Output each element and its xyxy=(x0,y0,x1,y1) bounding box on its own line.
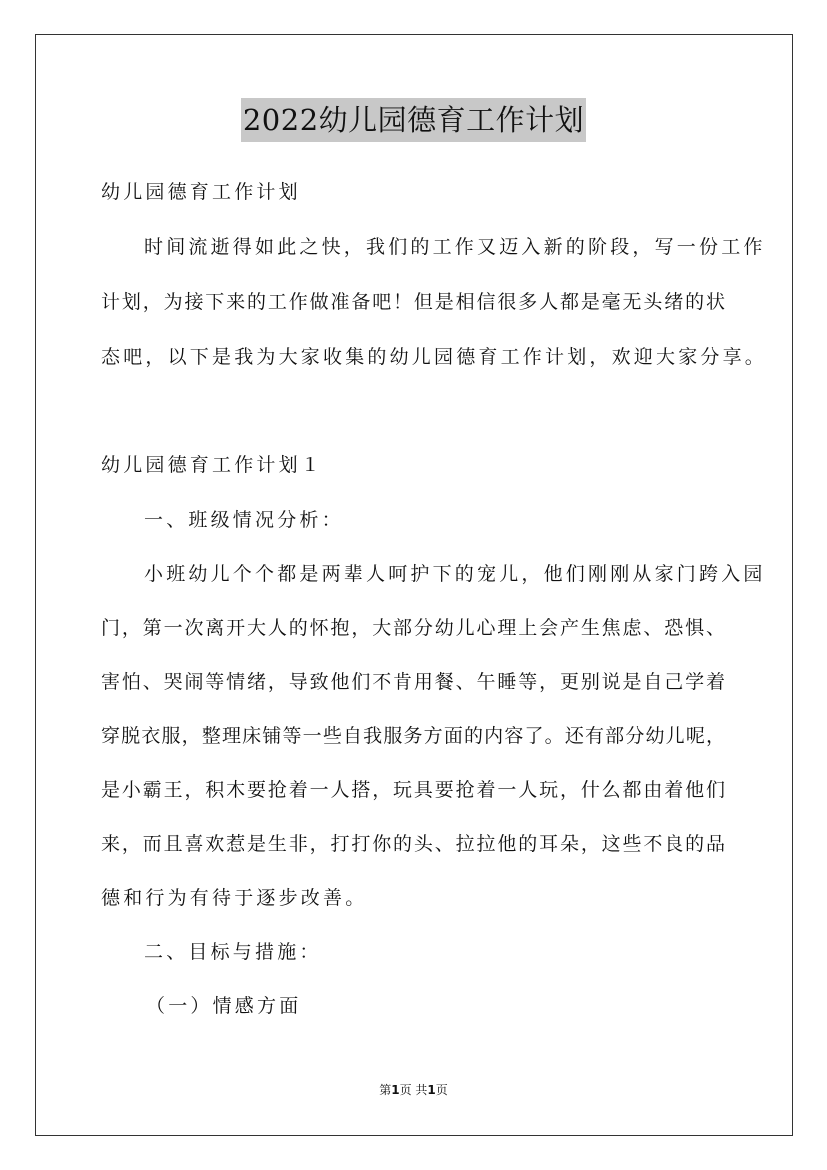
analysis-line-4: 穿脱衣服，整理床铺等一些自我服务方面的内容了。还有部分幼儿呢， xyxy=(101,725,725,747)
analysis-line-6: 来，而且喜欢惹是生非，打打你的头、拉拉他的耳朵，这些不良的品 xyxy=(101,833,725,855)
part-heading-2: 二、目标与措施： xyxy=(144,941,322,963)
footer-page-current: 1 xyxy=(391,1083,400,1097)
subsection-heading: （一）情感方面 xyxy=(146,995,302,1017)
analysis-line-2: 门，第一次离开大人的怀抱，大部分幼儿心理上会产生焦虑、恐惧、 xyxy=(101,617,725,639)
intro-line-1: 时间流逝得如此之快，我们的工作又迈入新的阶段，写一份工作 xyxy=(144,236,766,258)
part-heading-1: 一、班级情况分析： xyxy=(144,509,344,531)
title-container xyxy=(0,98,827,142)
page-footer xyxy=(0,1082,827,1098)
analysis-line-3: 害怕、哭闹等情绪，导致他们不肯用餐、午睡等，更别说是自己学着 xyxy=(101,671,725,693)
analysis-line-7: 德和行为有待于逐步改善。 xyxy=(101,887,368,909)
footer-prefix: 第 xyxy=(379,1083,392,1097)
footer-mid: 页 共 xyxy=(399,1083,428,1097)
footer-page-total: 1 xyxy=(427,1083,436,1097)
footer-suffix: 页 xyxy=(435,1083,448,1097)
intro-line-3: 态吧，以下是我为大家收集的幼儿园德育工作计划，欢迎大家分享。 xyxy=(101,346,768,368)
intro-line-2: 计划，为接下来的工作做准备吧！但是相信很多人都是毫无头绪的状 xyxy=(101,291,725,313)
analysis-line-5: 是小霸王，积木要抢着一人搭，玩具要抢着一人玩，什么都由着他们 xyxy=(101,779,725,801)
document-subtitle: 幼儿园德育工作计划 xyxy=(101,181,301,203)
analysis-line-1: 小班幼儿个个都是两辈人呵护下的宠儿，他们刚刚从家门跨入园 xyxy=(144,563,766,585)
section-heading: 幼儿园德育工作计划１ xyxy=(101,454,324,476)
document-title: 2022幼儿园德育工作计划 xyxy=(241,98,586,142)
